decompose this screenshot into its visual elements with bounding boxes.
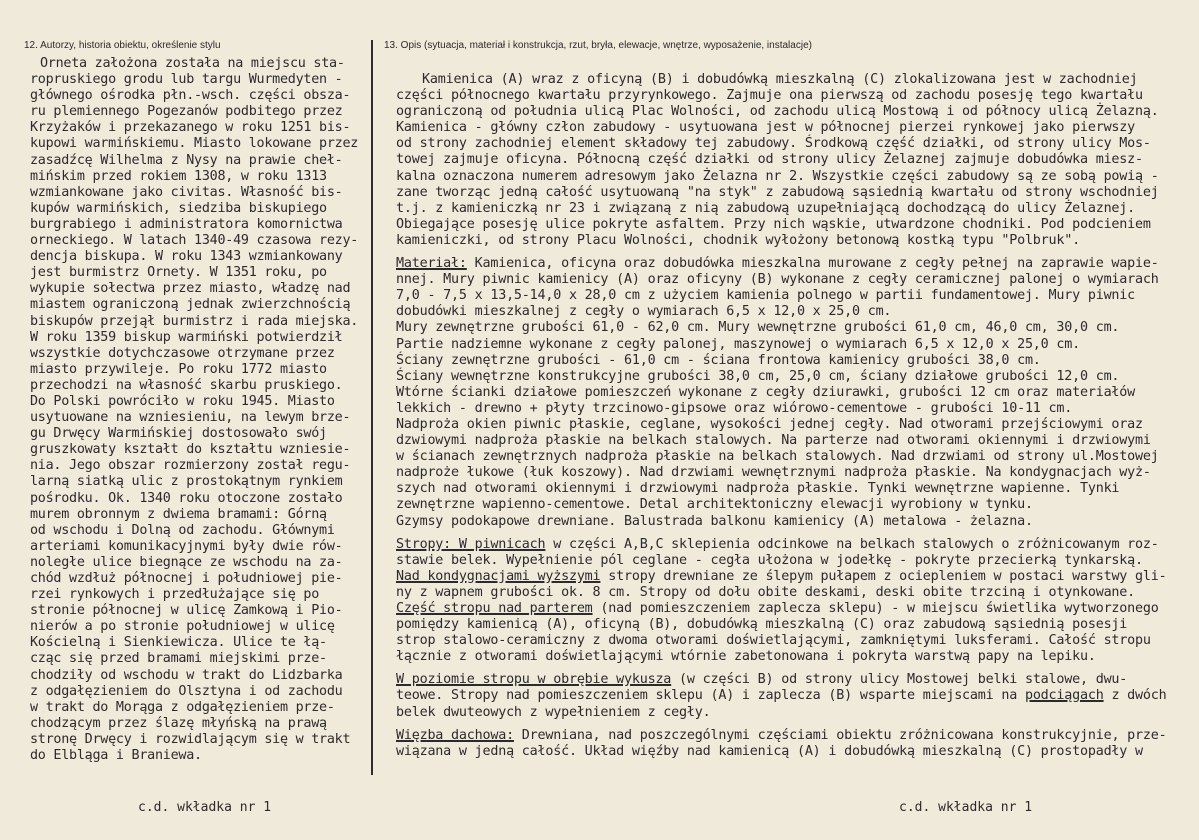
history-line: wykupie sołectwa przez miasto, władzę nad [30, 281, 351, 297]
material-line: 7,0 - 7,5 x 13,5-14,0 x 28,0 cm z użyciem kamienia polnego w partii fundamentowej. Mury piwnic [396, 288, 1136, 304]
material-line: w ścianach zewnętrznych nadproża płaskie na belkach stalowych. Nad drzwiami od strony ul.Mostowej [396, 449, 1159, 465]
roof-truss-paragraph: Więzba dachowa: Drewniana, nad poszczególnymi częściami obiektu zróżnicowana konstrukcyjnie, prze- wiązana w jedną całość. Układ więźby nad kamienicą (A) i dobudówką mieszkalną (C) prostopadły w [396, 727, 1167, 759]
history-line: gu Drwęcy Warmińskiej dostosowało swój [30, 426, 327, 442]
history-line: od wschodu i Dolną od zachodu. Głównymi [30, 522, 335, 538]
history-line: ropruskiego grodu lub targu Wurmedyten - [30, 72, 343, 88]
section-12-header: 12. Autorzy, historia obiektu, określenie stylu [24, 40, 221, 51]
bay-window-paragraph: W poziomie stropu w obrębie wykusza (w części B) od strony ulicy Mostowej belki stalowe, dwu- teowe. Stropy nad pomieszczeniem sklepu (A) i zaplecza (B) wsparte miejscami na podciągach z dwóch belek dwuteowych z wypełnieniem z cegły. [396, 672, 1167, 720]
history-line: orneckiego. W latach 1340-49 czasowa rezy- [30, 233, 359, 249]
history-line: usytuowane na wzniesieniu, na lewym brze- [30, 410, 351, 426]
ceilings-paragraph: Stropy: W piwnicach w części A,B,C sklepienia odcinkowe na belkach stalowych o zróżnicowanym roz- stawie belek. Wypełnienie pól ceglane - cegła ułożona w jodełkę - pokryte przecierką tynkarską. Nad kondygnacjami wyższymi stropy drewniane ze ślepym pułapem z ociepleniem w postaci warstwy gli- ny z wapnem grubości ok. 8 cm. Stropy od dołu obite deskami, deski obite trzciną i otynkowane. Część stropu nad parterem (nad pomieszczeniem zaplecza sklepu) - w miejscu świetlika wytworzonego pomiędzy kamienicą (A), oficyną (B), dobudówką mieszkalną (C) oraz zabudową sąsiednią posesji strop stalowo-ceramiczny z dwoma otworami doświetlającymi, zamkniętymi luksferami. Całość stropu łącznie z otworami doświetlającymi wtórnie zabetonowana i pokryta warstwą papy na lepiku. [396, 536, 1167, 665]
history-line: przechodzi na własność skarbu pruskiego. [30, 377, 343, 393]
history-line: arteriami komunikacyjnymi były dwie rów- [30, 538, 343, 554]
history-line: stronie północnej w ulicę Zamkową i Pio- [30, 603, 343, 619]
history-line: w trakt do Morąga z odgałęzieniem prze- [30, 699, 335, 715]
history-line: nierów a po stronie południowej w ulicę [30, 619, 335, 635]
history-line: larną siatką ulic z prostokątnym rynkiem [30, 474, 343, 490]
location-line: zane tworząc jedną całość usytuowaną "na styk" z zabudową sąsiednią kwartału od strony wschodniej [396, 184, 1159, 200]
girders-term: podciągach [1024, 688, 1104, 704]
material-line: zewnętrzne wapienno-cementowe. Detal architektoniczny elewacji wyrobiony w tynku. [396, 497, 1033, 513]
material-line: lekkich - drewno + płyty trzcinowo-gipsowe oraz wiórowo-cementowe - grubości 10-11 cm. [396, 400, 1073, 416]
location-line: Kamienica (A) wraz z oficyną (B) i dobudówką mieszkalną (C) zlokalizowana jest w zachodniej [422, 72, 1138, 87]
location-line: Obiegające posesję ulice pokryte asfaltem. Przy nich wąskie, utwardzone chodniki. Pod podcieniem [396, 216, 1151, 232]
material-line: Gzymsy podokapowe drewniane. Balustrada balkonu kamienicy (A) metalowa - żelazna. [396, 513, 1033, 529]
history-line: Krzyżaków i przekazanego w roku 1251 bis- [30, 120, 351, 136]
material-line: szych nad otworami okiennymi i drzwiowymi nadproża płaskie. Tynki wewnętrzne wapienne. Tynki [396, 481, 1120, 497]
history-line: rzei rynkowych i przedłużające się po [30, 587, 320, 603]
history-line: wzmiankowane jako civitas. Własność bis- [30, 184, 343, 200]
location-line: towej zajmuje oficyna. Północną część działki od strony ulicy Żelaznej zajmuje dobudówka miesz- [396, 152, 1143, 168]
material-line: Mury zewnętrzne grubości 61,0 - 62,0 cm. Mury wewnętrzne grubości 61,0 cm, 46,0 cm, 30,0 cm. [396, 320, 1120, 336]
history-line: chodziły od wschodu w trakt do Lidzbarka [30, 667, 343, 683]
history-line: dencja biskupa. W roku 1343 wzmiankowany [30, 249, 343, 265]
material-line: Partie nadziemne wykonane z cegły palonej, maszynowej o wymiarach 6,5 x 12,0 x 25,0 cm. [396, 336, 1080, 352]
history-line: miasto przywileje. Po roku 1772 miasto [30, 361, 327, 377]
history-line: W roku 1359 biskup warmiński potwierdził [30, 329, 343, 345]
history-line: mińskim przed rokiem 1308, w roku 1313 [30, 168, 327, 184]
material-line: nadproże łukowe (łuk koszowy). Nad drzwiami wewnętrznymi nadproża płaskie. Na kondygnacjach wyż- [396, 465, 1151, 481]
material-line: Nadproża okien piwnic płaskie, ceglane, wysokości jednej cegły. Nad otworami przejściowymi oraz [396, 416, 1143, 432]
footer-right-continuation: c.d. wkładka nr 1 [899, 800, 1033, 815]
history-line: miastem ograniczoną jednak zwierzchnością [30, 297, 351, 313]
material-line: dzwiowymi nadproża płaskie na belkach stalowych. Na parterze nad otworami okiennymi i drzwiowymi [396, 433, 1151, 449]
material-line: Ściany zewnętrzne grubości - 61,0 cm - ściana frontowa kamienicy grubości 38,0 cm. [396, 352, 1041, 368]
history-line: do Elbląga i Braniewa. [30, 748, 202, 764]
roof-truss-label: Więzba dachowa: [396, 727, 514, 743]
location-line: kalna oznaczona numerem adresowym jako Żelazna nr 2. Wszystkie części zabudowy są ze sobą powią - [396, 168, 1159, 184]
column-divider [371, 40, 373, 775]
history-line: z odgałęzieniem do Olsztyna i od zachodu [30, 683, 343, 699]
section-13-header: 13. Opis (sytuacja, materiał i konstrukcja, rzut, bryła, elewacje, wnętrze, wyposażenie, instalacje) [384, 40, 812, 51]
history-line: burgrabiego i administratora komornictwa [30, 216, 343, 232]
location-line: ograniczoną od południa ulicą Plac Wolności, od zachodu ulicą Mostową i od północy ulicą Żelazną. [396, 104, 1159, 120]
footer-left-continuation: c.d. wkładka nr 1 [138, 800, 272, 815]
history-line: głównego ośrodka płn.-wsch. części obsza- [30, 88, 351, 104]
location-paragraph [396, 72, 1186, 249]
history-line: stronę Drwęcy i rozwidlającym się w trakt [30, 731, 351, 747]
history-line: nia. Jego obszar rozmierzony został regu- [30, 458, 351, 474]
stropy-label: Stropy: W piwnicach [396, 536, 546, 552]
history-line: Kościelną i Sienkiewicza. Ulice te łą- [30, 635, 327, 651]
location-line: części północnego kwartału przyrynkowego. Zajmuje ona pierwszą od zachodu posesję tego kwartału [396, 88, 1143, 104]
history-line: wszystkie dotychczasowe otrzymane przez [30, 345, 335, 361]
history-line: Orneta założona została na miejscu sta- [40, 56, 345, 71]
material-line: Wtórne ścianki działowe pomieszczeń wykonane z cegły dziurawki, grubości 12 cm oraz materiałów [396, 384, 1136, 400]
history-text [30, 56, 370, 764]
history-line: kupowi warmińskiemu. Miasto lokowane przez [30, 136, 359, 152]
history-line: biskupów przejął burmistrz i rada miejska. [30, 313, 359, 329]
bay-window-label: W poziomie stropu w obrębie wykusza [396, 672, 672, 688]
location-line: t.j. z kamieniczką nr 23 i związaną z nią zabudową uzupełniającą dochodzącą do ulicy Żelaznej. [396, 200, 1136, 216]
material-line: dobudówki mieszkalnej z cegły o wymiarach 6,5 x 12,0 x 25,0 cm. [396, 304, 892, 320]
description-text [396, 72, 1186, 767]
location-line: kamieniczki, od strony Placu Wolności, chodnik wyłożony betonową kostką typu "Polbruk". [396, 232, 1080, 248]
history-line: Do Polski powróciło w roku 1945. Miasto [30, 393, 335, 409]
material-line: nnej. Mury piwnic kamienicy (A) oraz oficyny (B) wykonane z cegły ceramicznej palonej o wymiarach [396, 272, 1159, 288]
history-line: jest burmistrz Ornety. W 1351 roku, po [30, 265, 327, 281]
history-line: kupów warmińskich, siedziba biskupiego [30, 200, 327, 216]
upper-floors-label: Nad kondygnacjami wyższymi [396, 568, 601, 584]
history-line: chodzącym przez ślazę młyńską na prawą [30, 715, 327, 731]
history-line: cząc się przed bramami miejskimi prze- [30, 651, 327, 667]
history-line: noległe ulice biegnące ze wschodu na za- [30, 554, 343, 570]
history-line: pośrodku. Ok. 1340 roku otoczone zostało [30, 490, 343, 506]
material-line: Ściany wewnętrzne konstrukcyjne grubości 38,0 cm, 25,0 cm, ściany działowe grubości 12,0 cm. [396, 368, 1120, 384]
history-line: gruszkowaty kształt do kształtu wzniesie- [30, 442, 351, 458]
history-line: murem obronnym z dwiema bramami: Górną [30, 506, 327, 522]
location-line: od strony zachodniej element składowy tej zabudowy. Środkową część działki, od strony ulicy Mos- [396, 136, 1151, 152]
history-line: zasadźcę Wilhelma z Nysy na prawie cheł- [30, 152, 343, 168]
material-paragraph: Materiał: Kamienica, oficyna oraz dobudówka mieszkalna murowane z cegły pełnej na zaprawie wapie- nnej. Mury piwnic kamienicy (A) oraz oficyny (B) wykonane z cegły ceramicznej palonej o wymiarach 7,0 - 7,5 x 13,5-14,0 x 28,0 cm z użyciem kamienia polnego w partii fundamentowej. Mury piwnic dobudówki mieszkalnej z cegły o wymiarach 6,5 x 12,0 x 25,0 cm. Mury zewnętrzne grubości 61,0 - 62,0 cm. Mury wewnętrzne grubości 61,0 cm, 46,0 cm, 30,0 cm. Partie nadziemne wykonane z cegły palonej, maszynowej o wymiarach 6,5 x 12,0 x 25,0 cm. Ściany zewnętrzne grubości - 61,0 cm - ściana frontowa kamienicy grubości 38,0 cm. Ściany wewnętrzne konstrukcyjne grubości 38,0 cm, 25,0 cm, ściany działowe grubości 12,0 cm. Wtórne ścianki działowe pomieszczeń wykonane z cegły dziurawki, grubości 12 cm oraz materiałów lekkich - drewno + płyty trzcinowo-gipsowe oraz wiórowo-cementowe - grubości 10-11 cm. Nadproża okien piwnic płaskie, ceglane, wysokości jednej cegły. Nad otworami przejściowymi oraz dzwiowymi nadproża płaskie na belkach stalowych. Na parterze nad otworami okiennymi i drzwiowymi w ścianach zewnętrznych nadproża płaskie na belkach stalowych. Nad drzwiami od strony ul.Mostowej nadproże łukowe (łuk koszowy). Nad drzwiami wewnętrznymi nadproża płaskie. Na kondygnacjach wyż- szych nad otworami okiennymi i drzwiowymi nadproża płaskie. Tynki wewnętrzne wapienne. Tynki zewnętrzne wapienno-cementowe. Detal architektoniczny elewacji wyrobiony w tynku. Gzymsy podokapowe drewniane. Balustrada balkonu kamienicy (A) metalowa - żelazna. [396, 256, 1186, 530]
location-line: Kamienica - główny człon zabudowy - usytuowana jest w północnej pierzei rynkowej jako pierwszy [396, 120, 1136, 136]
ground-floor-ceiling-label: Część stropu nad parterem [396, 601, 593, 616]
material-label: Materiał: [396, 256, 467, 272]
history-line: ru plemiennego Pogezanów podbitego przez [30, 104, 343, 120]
history-line: chód wzdłuż północnej i południowej pie- [30, 571, 343, 586]
